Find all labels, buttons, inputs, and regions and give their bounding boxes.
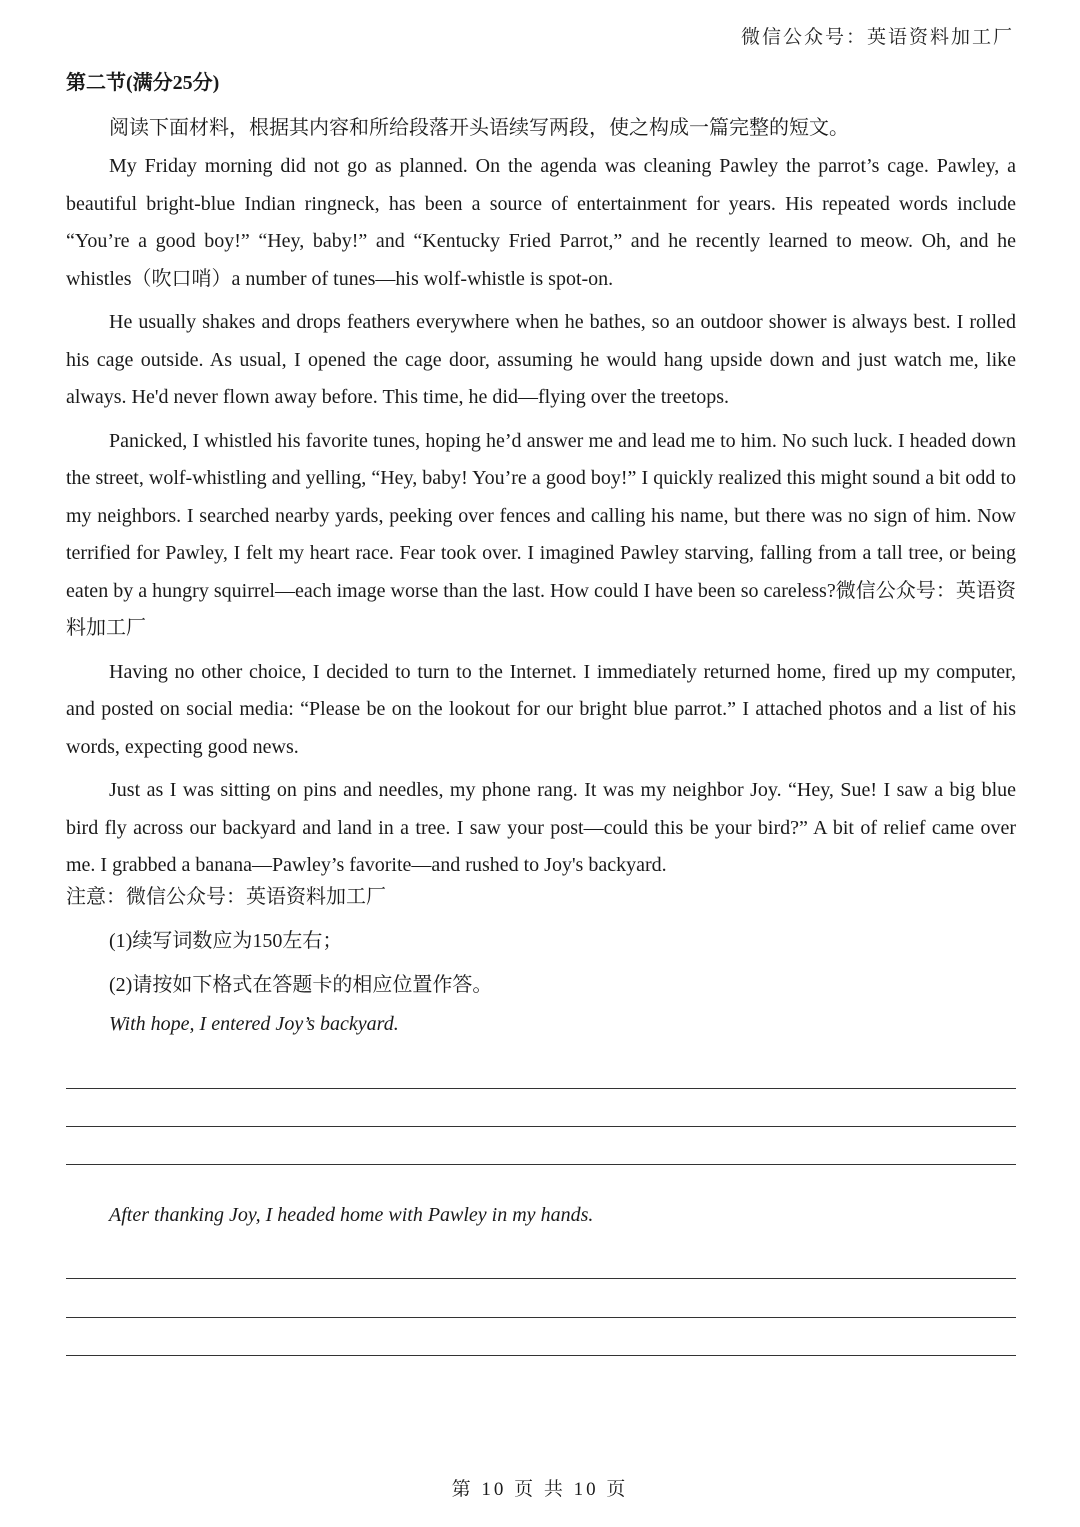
- notes-label: 注意：微信公众号：英语资料加工厂: [66, 886, 386, 908]
- page-number: 第 10 页 共 10 页: [451, 1479, 629, 1500]
- writing-line: [66, 1088, 1016, 1089]
- writing-line: [66, 1355, 1016, 1356]
- writing-line: [66, 1164, 1016, 1165]
- writing-line: [66, 1126, 1016, 1127]
- continuation-prompt-2: After thanking Joy, I headed home with Pawley in my hands.: [109, 1204, 594, 1226]
- note-item-format: (2)请按如下格式在答题卡的相应位置作答。: [109, 974, 493, 996]
- writing-line: [66, 1278, 1016, 1279]
- section-instruction: 阅读下面材料，根据其内容和所给段落开头语续写两段，使之构成一篇完整的短文。: [109, 117, 849, 139]
- continuation-prompt-1: With hope, I entered Joy’s backyard.: [109, 1013, 399, 1035]
- passage-paragraph-1: My Friday morning did not go as planned. On the agenda was cleaning Pawley the parrot’s cage. Pawley, a beautiful bright-blue Indian ringneck, has been a source of entertainment for years. His repeated words include “You’re a good boy!” “Hey, baby!” and “Kentucky Fried Parrot,” and he recently learned to meow. Oh, and he whistles（吹口哨）a number of tunes—his wolf-whistle is spot-on.: [66, 155, 1016, 290]
- passage-paragraph-5: Just as I was sitting on pins and needles, my phone rang. It was my neighbor Joy. “Hey, Sue! I saw a big blue bird fly across our backyard and land in a tree. I saw your post—could this be your bird?” A bit of relief came over me. I grabbed a banana—Pawley’s favorite—and rushed to Joy's backyard.: [66, 779, 1016, 876]
- passage: [66, 148, 1016, 891]
- passage-paragraph-4: Having no other choice, I decided to turn to the Internet. I immediately returned home, fired up my computer, and posted on social media: “Please be on the lookout for our bright blue parrot.” I attached photos and a list of his words, expecting good news.: [66, 660, 1016, 758]
- passage-paragraph-2: He usually shakes and drops feathers everywhere when he bathes, so an outdoor shower is always best. I rolled his cage outside. As usual, I opened the cage door, assuming he would hang upside down and just watch me, like always. He'd never flown away before. This time, he did—flying over the treetops.: [66, 311, 1016, 408]
- section-title: 第二节(满分25分): [66, 72, 220, 94]
- header-watermark: 微信公众号：英语资料加工厂: [740, 27, 1014, 48]
- passage-paragraph-3: Panicked, I whistled his favorite tunes, hoping he’d answer me and lead me to him. No such luck. I headed down the street, wolf-whistling and yelling, “Hey, baby! You’re a good boy!” I quickly realized this might sound a bit odd to my neighbors. I searched nearby yards, peeking over fences and calling his name, but there was no sign of him. Now terrified for Pawley, I felt my heart race. Fear took over. I imagined Pawley starving, falling from a tall tree, or being eaten by a hungry squirrel—each image worse than the last. How could I have been so careless?微信公众号：英语资料加工厂: [66, 429, 1016, 639]
- note-item-word-count: (1)续写词数应为150左右；: [109, 930, 343, 952]
- writing-line: [66, 1317, 1016, 1318]
